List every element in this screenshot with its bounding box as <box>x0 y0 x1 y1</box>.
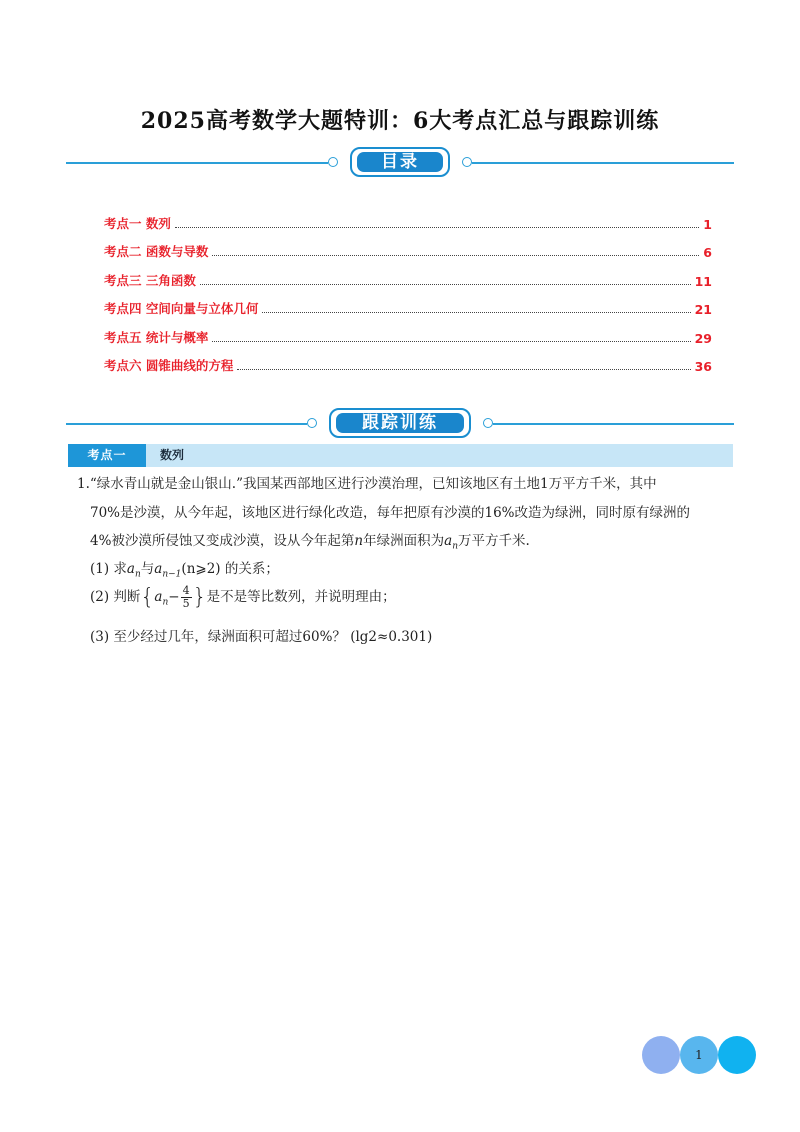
toc-item[interactable] <box>104 269 712 289</box>
decorative-circle <box>718 1036 756 1074</box>
toc-leader <box>237 369 690 370</box>
banner-dot-left <box>328 157 338 167</box>
right-brace: } <box>192 585 207 610</box>
toc-banner-pill <box>350 147 450 177</box>
fraction-denominator: 5 <box>182 597 190 610</box>
toc-banner-label: 目录 <box>357 152 443 172</box>
toc-item-label: 考点一 数列 <box>104 216 171 231</box>
toc-item[interactable] <box>104 212 712 232</box>
math-variable: a <box>154 589 163 605</box>
toc-item-page: 36 <box>694 359 712 374</box>
problem-text-line <box>90 529 530 552</box>
banner-line-left <box>66 162 328 164</box>
question-text: 与 <box>140 561 155 577</box>
toc-leader <box>212 255 699 256</box>
problem-text: 万平方千米. <box>457 533 530 549</box>
banner-dot-right <box>483 418 493 428</box>
toc-item[interactable] <box>104 326 712 346</box>
math-subscript: n <box>162 597 169 608</box>
problem-text: 年绿洲面积为 <box>363 533 445 549</box>
question-text: (2) 判断 <box>90 589 141 605</box>
problem-text-line: 1.“绿水青山就是金山银山.”我国某西部地区进行沙漠治理，已知该地区有土地1万平方千米，其中 <box>77 476 657 492</box>
fraction <box>181 585 192 610</box>
toc-item-label: 考点三 三角函数 <box>104 273 196 288</box>
question-text: 是不是等比数列，并说明理由； <box>206 589 396 605</box>
section-tag: 考点一 <box>68 444 146 467</box>
toc-leader <box>212 341 690 342</box>
question-2 <box>90 585 396 610</box>
document-title: 2025高考数学大题特训：6大考点汇总与跟踪训练 <box>140 108 660 134</box>
problem-text-line: 70%是沙漠，从今年起，该地区进行绿化改造，每年把原有沙漠的16%改造为绿洲，同时原有绿洲的 <box>90 505 691 521</box>
banner-dot-right <box>462 157 472 167</box>
section-name: 数列 <box>160 448 185 462</box>
question-3: (3) 至少经过几年，绿洲面积可超过60%？ (lg2≈0.301) <box>90 629 433 645</box>
toc-item-label: 考点五 统计与概率 <box>104 330 209 345</box>
problem-text: 4%被沙漠所侵蚀又变成沙漠，设从今年起第 <box>90 533 355 549</box>
decorative-circle <box>642 1036 680 1074</box>
toc-item-page: 11 <box>694 274 712 289</box>
toc-item[interactable] <box>104 240 712 260</box>
training-banner-label: 跟踪训练 <box>336 413 464 433</box>
toc-item[interactable] <box>104 297 712 317</box>
toc-leader <box>175 227 699 228</box>
left-brace: { <box>140 585 155 610</box>
math-variable: n <box>354 533 364 549</box>
question-1 <box>90 557 279 580</box>
toc-item-page: 1 <box>703 217 712 232</box>
toc-leader <box>262 312 690 313</box>
math-subscript: n <box>134 569 141 580</box>
toc-banner <box>66 146 734 180</box>
math-variable: a <box>154 561 163 577</box>
toc-item-page: 21 <box>694 302 712 317</box>
math-subscript: n <box>452 541 458 552</box>
banner-line-left <box>66 423 307 425</box>
banner-line-right <box>472 162 734 164</box>
toc-item-page: 29 <box>694 331 712 346</box>
toc-item-label: 考点二 函数与导数 <box>104 244 209 259</box>
toc-item-label: 考点四 空间向量与立体几何 <box>104 301 259 316</box>
math-subscript: n−1 <box>162 569 182 580</box>
page-number: 1 <box>695 1048 703 1062</box>
question-text: (1) 求 <box>90 561 127 577</box>
banner-line-right <box>493 423 734 425</box>
question-text: (n⩾2) 的关系； <box>181 561 279 577</box>
page-number-badge <box>640 1036 760 1076</box>
banner-dot-left <box>307 418 317 428</box>
training-banner <box>66 407 734 441</box>
math-variable: a <box>126 561 135 577</box>
toc-item-label: 考点六 圆锥曲线的方程 <box>104 358 234 373</box>
math-variable: a <box>444 533 453 549</box>
fraction-numerator: 4 <box>182 584 190 597</box>
toc-leader <box>200 284 691 285</box>
toc-item-page: 6 <box>703 245 712 260</box>
training-banner-pill <box>329 408 471 438</box>
math-operator: − <box>168 589 180 605</box>
section-header <box>68 444 733 467</box>
decorative-circle <box>680 1036 718 1074</box>
toc-item[interactable] <box>104 354 712 374</box>
